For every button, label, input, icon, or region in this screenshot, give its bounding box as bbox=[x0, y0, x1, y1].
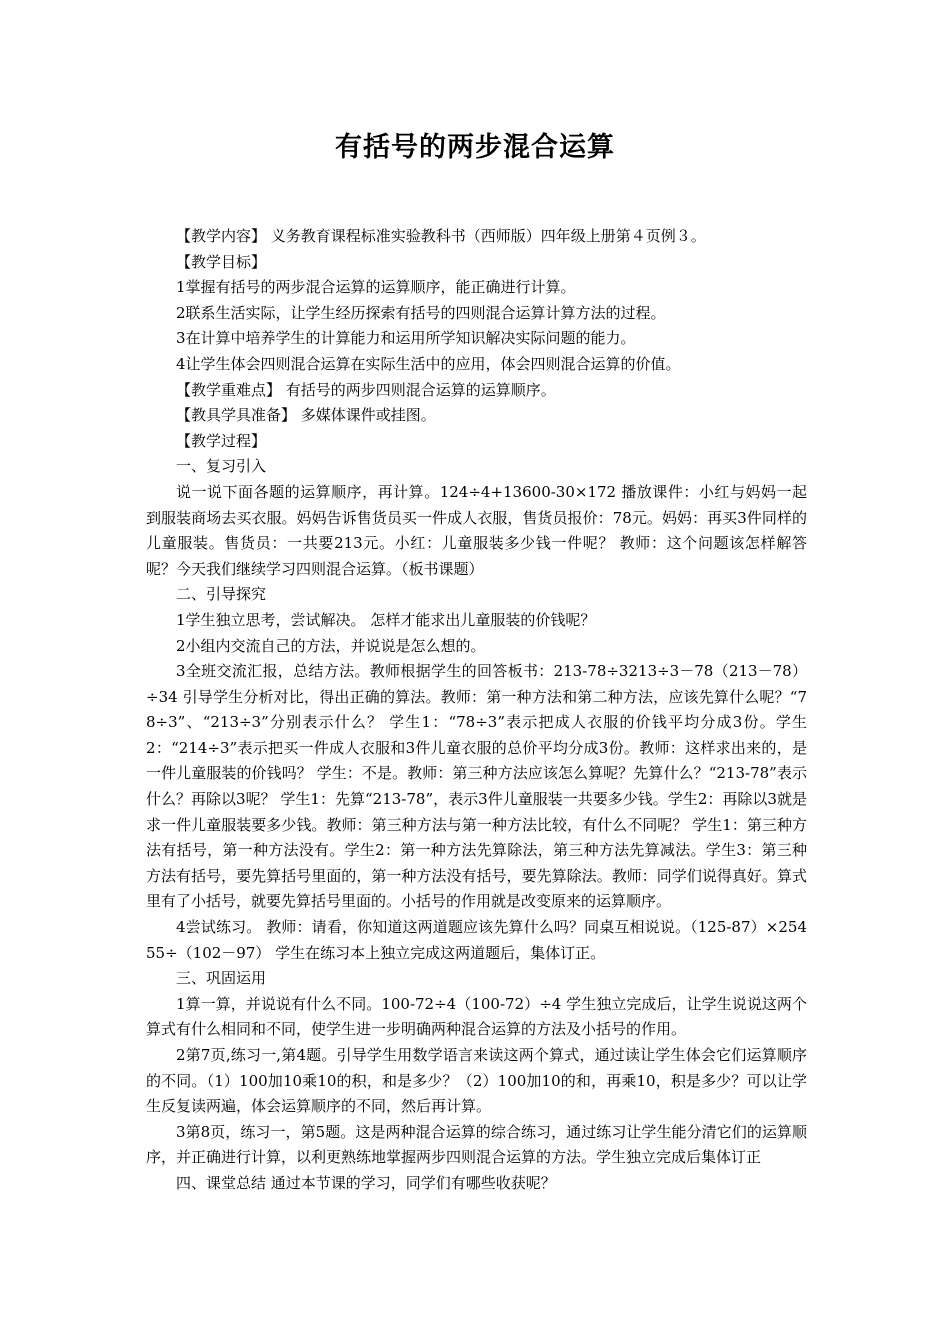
paragraph-practice-2: 2第7页,练习一,第4题。引导学生用数学语言来读这两个算式，通过读让学生体会它们运算顺序的不同。（1）100加10乘10的积，和是多少？（2）100加10的和，再乘10，积是多少？可以让学生反复读两遍，体会运算顺序的不同，然后再计算。 bbox=[146, 1046, 807, 1116]
section-heading-review: 一、复习引入 bbox=[176, 457, 267, 476]
paragraph-exploration-2: 2小组内交流自己的方法，并说说是怎么想的。 bbox=[176, 636, 486, 655]
paragraph-practice-3: 3第8页，练习一，第5题。这是两种混合运算的综合练习，通过练习让学生能分清它们的运算顺序，并正确进行计算，以利更熟练地掌握两步四则混合运算的方法。学生独立完成后集体订正 bbox=[146, 1122, 807, 1167]
paragraph-goal-4: 4让学生体会四则混合运算在实际生活中的应用，体会四则混合运算的价值。 bbox=[176, 354, 681, 373]
paragraph-summary: 四、课堂总结 通过本节课的学习，同学们有哪些收获呢？ bbox=[176, 1173, 556, 1192]
paragraph-exploration-1: 1学生独立思考，尝试解决。 怎样才能求出儿童服装的价钱呢？ bbox=[176, 610, 596, 629]
paragraph-goal-2: 2联系生活实际，让学生经历探索有括号的四则混合运算计算方法的过程。 bbox=[176, 303, 666, 322]
paragraph-practice-1: 1算一算，并说说有什么不同。100-72÷4（100-72）÷4 学生独立完成后，让学生说说这两个算式有什么相同和不同，使学生进一步明确两种混合运算的方法及小括号的作用。 bbox=[146, 994, 807, 1039]
paragraph-teaching-content: 【教学内容】 义务教育课程标准实验教科书（西师版）四年级上册第４页例３。 bbox=[176, 227, 706, 245]
document-title: 有括号的两步混合运算 bbox=[335, 132, 615, 163]
document-body bbox=[146, 224, 807, 1197]
paragraph-key-difficulty: 【教学重难点】 有括号的两步四则混合运算的运算顺序。 bbox=[176, 380, 556, 399]
paragraph-exploration-4: 4尝试练习。 教师：请看，你知道这两道题应该先算什么吗？同桌互相说说。（125-87）×25455÷（102－97） 学生在练习本上独立完成这两道题后，集体订正。 bbox=[146, 918, 807, 962]
paragraph-teaching-process-heading: 【教学过程】 bbox=[176, 431, 267, 450]
section-heading-practice: 三、巩固运用 bbox=[176, 969, 267, 988]
section-heading-exploration: 二、引导探究 bbox=[176, 585, 267, 604]
paragraph-goal-1: 1掌握有括号的两步混合运算的运算顺序，能正确进行计算。 bbox=[176, 278, 576, 297]
paragraph-goal-3: 3在计算中培养学生的计算能力和运用所学知识解决实际问题的能力。 bbox=[176, 329, 636, 348]
paragraph-teaching-aids: 【教具学具准备】 多媒体课件或挂图。 bbox=[176, 406, 436, 425]
paragraph-teaching-goals-heading: 【教学目标】 bbox=[176, 252, 267, 271]
paragraph-exploration-3: 3全班交流汇报，总结方法。教师根据学生的回答板书：213-78÷3213÷3－78（213－78）÷34 引导学生分析对比，得出正确的算法。教师：第一种方法和第二种方法，应该先算什么呢？“78÷3”、“213÷3”分别表示什么？ 学生1：“78÷3”表示把成人衣服的价钱平均分成3份。学生2：“214÷3”表示把买一件成人衣服和3件儿童衣服的总价平均分成3份。教师：这样求出来的，是一件儿童服装的价钱吗？ 学生：不是。教师：第三种方法应该怎么算呢？先算什么？“213-78”表示什么？再除以3呢？ 学生1：先算“213-78”，表示3件儿童服装一共要多少钱。学生2：再除以3就是求一件儿童服装要多少钱。教师：第三种方法与第一种方法比较，有什么不同呢？ 学生1：第三种方法有括号，第一种方法没有。学生2：第一种方法先算除法，第三种方法先算减法。学生3：第三种方法有括号，要先算括号里面的，第一种方法没有括号，要先算除法。教师：同学们说得真好。算式里有了小括号，就要先算括号里面的。小括号的作用就是改变原来的运算顺序。 bbox=[146, 662, 807, 911]
paragraph-review-intro: 说一说下面各题的运算顺序，再计算。124÷4+13600-30×172 播放课件：小红与妈妈一起到服装商场去买衣服。妈妈告诉售货员买一件成人衣服，售货员报价：78元。妈妈：再买3件同样的儿童服装。售货员：一共要213元。小红：儿童服装多少钱一件呢？ 教师：这个问题该怎样解答呢？今天我们继续学习四则混合运算。（板书课题） bbox=[146, 482, 807, 578]
